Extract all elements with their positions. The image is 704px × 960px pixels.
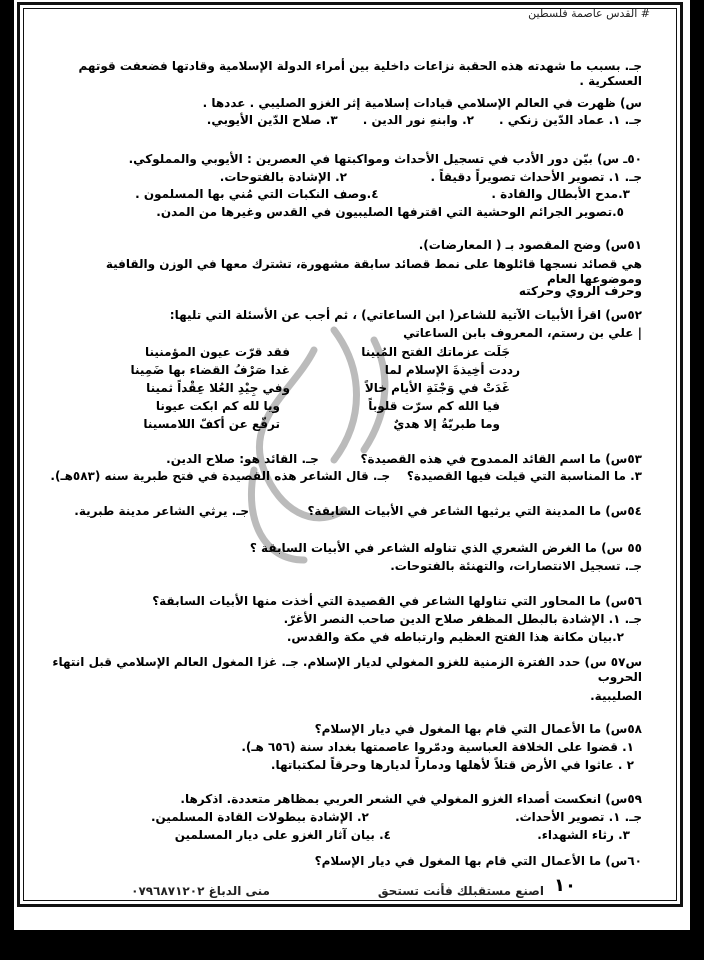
poem-verse-left: غدا صَرْفُ القضاء بها ضَمِينا <box>130 363 290 377</box>
answer: ٢.بيان مكانة هذا الفتح العظيم وارتباطه في مكة والقدس. <box>286 630 624 644</box>
answer: ٥.تصوير الجرائم الوحشية التي اقترفها الصليبيون في القدس وغيرها من المدن. <box>156 205 624 219</box>
poem-verse-right: غَدَتْ في وَجْنَةِ الأيام خالاً <box>364 381 510 395</box>
answer: جـ. ١. الإشادة بالبطل المظفر صلاح الدين صاحب النصر الأغرّ. <box>283 612 642 626</box>
poem-verse-right: فيا الله كم سرّت قلوباً <box>368 399 500 413</box>
answer: هي قصائد نسجها قائلوها على نمط قصائد سابقة مشهورة، تشترك معها في الوزن والقافية وموضوعها العام <box>101 257 642 286</box>
answer: ٣. رثاء الشهداء. ٤. بيان آثار الغزو على ديار المسلمين <box>174 828 630 842</box>
question-53: ٥٣س) ما اسم القائد الممدوح في هذه القصيدة؟ جـ. القائد هو: صلاح الدين. <box>166 452 642 466</box>
answer: ٣.مدح الأبطال والقادة . ٤.وصف النكبات التي مُني بها المسلمون . <box>135 187 630 201</box>
question: ٣. ما المناسبة التي قيلت فيها القصيدة؟ جـ. قال الشاعر هذه القصيدة في فتح طبرية سنه (٥٨٣هـ). <box>50 469 642 483</box>
question-58: ٥٨س) ما الأعمال التي قام بها المغول في ديار الإسلام؟ <box>314 722 642 736</box>
question-56: ٥٦س) ما المحاور التي تناولها الشاعر في القصيدة التي أخذت منها الأبيات السابقة؟ <box>152 594 642 608</box>
question-60: ٦٠س) ما الأعمال التي قام بها المغول في ديار الإسلام؟ <box>314 854 642 868</box>
poem-verse-right: وما طبريّةُ إلا هديٌ <box>393 417 500 431</box>
answer: ٢ . عاثوا في الأرض قتلاً لأهلها ودماراً لديارها وحرقاً لمكتباتها. <box>270 758 634 772</box>
footer-motto: اصنع مستقبلك فأنت تستحق <box>377 884 544 898</box>
question-50: ٥٠ـ س) بيّن دور الأدب في تسجيل الأحداث ومواكبتها في العصرين : الأيوبي والمملوكي. <box>128 152 642 166</box>
poem-verse-left: فقد قرّت عيون المؤمنينا <box>144 345 290 359</box>
poem-verse-right: رددت أخِيذةَ الإسلام لما <box>384 363 520 377</box>
answer: ١. قضوا على الخلافة العباسية ودمّروا عاصمتها بغداد سنة (٦٥٦ هـ). <box>241 740 634 754</box>
question-52: ٥٢س) اقرأ الأبيات الآتية للشاعر( ابن الساعاتي) ، ثم أجب عن الأسئلة التي تليها: <box>169 308 642 322</box>
answer: جـ. ١. عماد الدّين زنكي . ٢. وابنهِ نور الدين . ٣. صلاح الدّين الأيوبي. <box>206 113 642 127</box>
question-55: ٥٥ س) ما الغرض الشعري الذي تناوله الشاعر في الأبيات السابقة ؟ <box>249 541 642 555</box>
question-54: ٥٤س) ما المدينة التي يرثيها الشاعر في الأبيات السابقة؟ جـ. يرثي الشاعر مدينة طبرية. <box>74 504 642 518</box>
answer: الصليبية. <box>590 689 642 703</box>
question-57: س٥٧ س) حدد الفترة الزمنية للغزو المغولي لديار الإسلام. جـ. غزا المغول العالم الإسلامي قبل انتهاء الحروب <box>48 655 642 684</box>
poet-name: | علي بن رستم، المعروف بابن الساعاتي <box>403 326 642 340</box>
footer-author: منى الدباغ ٠٧٩٦٨٧١٢٠٢ <box>131 884 270 898</box>
answer: جـ. تسجيل الانتصارات، والتهنئة بالفتوحات. <box>390 559 642 573</box>
question-51: ٥١س) وضح المقصود بـ ( المعارضات). <box>418 238 642 252</box>
poem-verse-left: ويا لله كم ابكت عيونا <box>155 399 280 413</box>
answer: جـ. ١. تصوير الأحداث تصويراً دقيقاً . ٢. الإشادة بالفتوحات. <box>219 170 642 184</box>
poem-verse-right: جَلَت عزماتك الفتح المُبينا <box>361 345 510 359</box>
poem-verse-left: ترفّع عن أكفّ اللامسينا <box>143 417 280 431</box>
answer: وحرف الروي وحركته <box>518 284 642 298</box>
question-59: ٥٩س) انعكست أصداء الغزو المغولي في الشعر العربي بمظاهر متعددة. اذكرها. <box>180 792 642 806</box>
text-line: جـ. بسبب ما شهدته هذه الحقبة نزاعات داخلية بين أمراء الدولة الإسلامية وقادتها فضعفت قوتهم العسكرية . <box>74 59 642 88</box>
question: س) ظهرت في العالم الإسلامي قيادات إسلامية إثر الغزو الصليبي . عددها . <box>202 96 642 110</box>
header-hashtag: # القدس عاصمة فلسطين <box>528 7 650 20</box>
answer: جـ. ١. تصوير الأحداث. ٢. الإشادة ببطولات القادة المسلمين. <box>150 810 642 824</box>
document-page <box>14 0 690 930</box>
page-number: ١٠ <box>554 875 576 896</box>
poem-verse-left: وفي جِيْدِ العُلا عِقْداً ثمينا <box>146 381 290 395</box>
